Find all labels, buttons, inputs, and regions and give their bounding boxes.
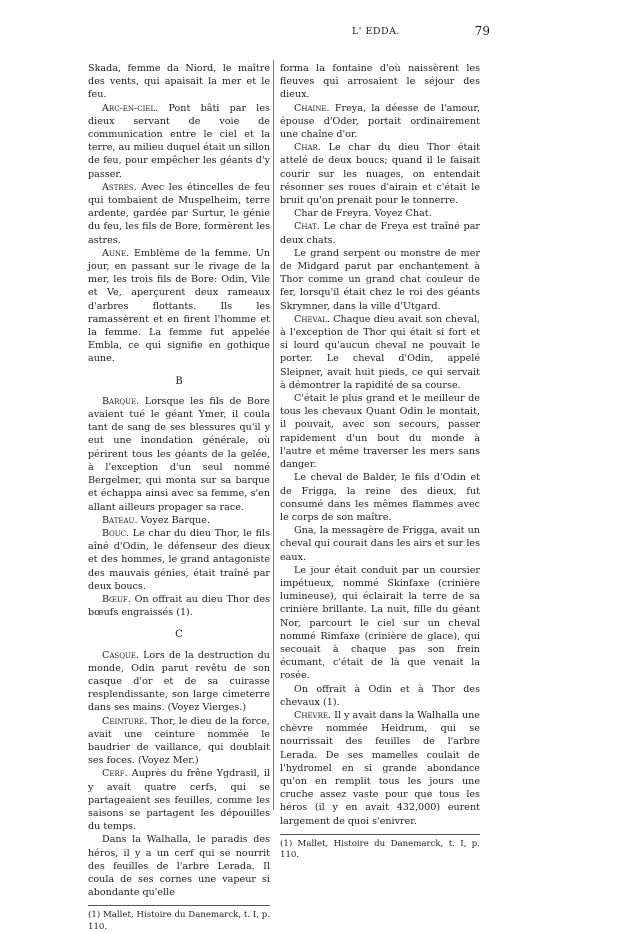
entry-text: Freya, la déesse de l'amour, épouse d'Oder, portait ordinairement une chaîne d'or. (280, 102, 480, 141)
entry-head: Arc-en-ciel. (102, 102, 159, 114)
entry-text: Lors de la destruction du monde, Odin parut revêtu de son casque d'or et de sa cuirasse resplendissante, son large cimeterre dans ses mains. (Voyez Vierges.) (88, 649, 270, 714)
entry-arc-en-ciel (88, 102, 270, 181)
entry-gna: Gna, la messagère de Frigga, avait un cheval qui courait dans les airs et sur les eaux. (280, 525, 480, 563)
entry-head: Aune. (102, 247, 130, 259)
entry-aune (88, 247, 270, 366)
entry-serpent: Le grand serpent ou monstre de mer de Midgard parut par enchantement à Thor comme un grand chat couleur de fer, lorsqu'il était chez le roi des géants Skrymner, dans la ville d'Utgard. (280, 247, 480, 312)
footnote-left: (1) Mallet, Histoire du Danemarck, t. I, p. 110. (88, 910, 270, 932)
entry-chevre (280, 709, 480, 828)
entry-head: Chaine. (294, 102, 330, 114)
entry-walhalla-cerf: Dans la Walhalla, le paradis des héros, il y a un cerf qui se nourrit des feuilles de l'arbre Lerada. Il coula de ses cornes une vapeur si abondante qu'elle (88, 834, 270, 899)
entry-balder: Le cheval de Balder, le fils d'Odin et de Frigga, la reine des dieux, fut consumé dans les mêmes flammes avec le corps de son maître. (280, 472, 480, 523)
entry-text: Auprès du frêne Ygdrasil, il y avait quatre cerfs, qui se partageaient ses feuilles, comme les saisons se partagent les dépouilles du temps. (88, 768, 270, 833)
entry-char (280, 141, 480, 207)
entry-text: Le char du dieu Thor était attelé de deux boucs; quand il le faisait courir sur les nuages, on entendait résonner ses roues d'airain et c'était le bruit qu'on prenait pour le tonnerre. (280, 142, 480, 207)
section-letter-c: C (175, 629, 183, 641)
entry-jour: Le jour était conduit par un coursier impétueux, nommé Skinfaxe (crinière lumineuse), qui éclairait la terre de sa crinière brillante. La nuit, fille du géant Nor, parcourt le ciel sur un cheval nommé Rimfaxe (crinière de glace), qui secouait à chaque pas son frein écumant, c'était de là que venait la rosée. (280, 564, 480, 682)
section-letter-b: B (175, 375, 183, 387)
entry-casque (88, 649, 270, 715)
footnote-rule (88, 905, 270, 906)
entry-bouc (88, 527, 270, 593)
entry-text: Emblème de la femme. Un jour, en passant sur le rivage de la mer, les trois fils de Bore: Odin, Vile et Ve, aperçurent deux rameaux d'arbres flottants. Ils les ramassèrent et en firent l'homme et la femme. La femme fut appelée Embla, ce qui signifie en gothique aune. (88, 247, 270, 365)
entry-cerf (88, 767, 270, 833)
entry-cheval (280, 313, 480, 392)
entry-bateau (88, 514, 270, 527)
entry-skada: Skada, femme da Niord, le maître des vents, qui apaisait la mer et le feu. (88, 63, 270, 101)
page-number: 79 (474, 24, 490, 38)
footnote-rule (280, 834, 480, 835)
entry-text: On offrait au dieu Thor des bœufs engraissés (1). (88, 593, 270, 619)
entry-head: Char. (294, 142, 321, 154)
entry-text: Avec les étincelles de feu qui tombaient de Muspelheim, terre ardente, gardée par Surtur, le génie du feu, les fils de Bore, formèrent les astres. (88, 181, 270, 246)
entry-head: Chat. (294, 221, 320, 233)
entry-head: Bouc. (102, 527, 130, 539)
entry-text: Il y avait dans la Walhalla une chèvre nommée Heidrum, qui se nourrissait des feuilles de l'arbre Lerada. De ses mamelles coulait de l'hydromel en si grande abondance qu'on en remplit tous les jours une cruche assez vaste pour que tous les héros (il y en avait 432,000) eurent largement de quoi s'enivrer. (280, 709, 480, 827)
entry-text: Le char du dieu Thor, le fils aîné d'Odin, le défenseur des dieux et des hommes, le grand antagoniste des mauvais génies, était traîné par deux boucs. (88, 527, 270, 592)
entry-boeuf (88, 593, 270, 619)
entry-head: Barque. (102, 395, 140, 407)
entry-head: Cerf. (102, 768, 128, 780)
entry-head: Cheval. (294, 313, 330, 325)
entry-head: Bœuf. (102, 593, 131, 605)
right-column (280, 62, 480, 862)
entry-text: Thor, le dieu de la force, avait une ceinture nommée le baudrier de vaillance, qui doublait ses foces. (Voyez Mer.) (88, 715, 270, 767)
footnote-right: (1) Mallet, Histoire du Danemarck, t. I, p. 110. (280, 838, 480, 861)
left-column (88, 62, 270, 933)
entry-text: Le char de Freya est traîné par deux chats. (280, 221, 480, 246)
entry-astres (88, 181, 270, 247)
entry-fontaine: forma la fontaine d'où naissèrent les fleuves qui arrosaient le séjour des dieux. (280, 63, 480, 101)
running-head: L' EDDA. (352, 26, 400, 37)
entry-text: Pont bâti par les dieux servant de voie de communication entre le ciel et la terre, au milieu duquel était un sillon de feu, pour empêcher les géants d'y passer. (88, 102, 270, 180)
entry-text: Voyez Barque. (140, 514, 211, 526)
column-divider (273, 60, 274, 810)
entry-head: Casque. (102, 649, 139, 661)
entry-char-freyra: Char de Freyra. Voyez Chat. (294, 208, 432, 220)
entry-text: Lorsque les fils de Bore avaient tué le géant Ymer, il coula tant de sang de ses blessures qu'il y eut une inondation générale, où périrent tous les géants de la gelée, à l'exception d'un seul nommé Bergelmer, qui monta sur sa barque et échappa ainsi avec sa femme, s'en allant ailleurs propager sa race. (88, 395, 270, 513)
entry-chat (280, 220, 480, 246)
entry-head: Ceinture. (102, 715, 148, 727)
entry-ceinture (88, 715, 270, 768)
entry-text: Chaque dieu avait son cheval, à l'exception de Thor qui était si fort et si lourd qu'aucun cheval ne pouvait le porter. Le cheval d'Odin, appelé Sleipner, avait huit pieds, ce qui servait à démontrer la rapidité de sa course. (280, 313, 480, 391)
entry-head: Astres. (102, 181, 137, 193)
entry-head: Chèvre. (294, 709, 332, 721)
entry-chaine (280, 102, 480, 142)
entry-barque (88, 395, 270, 514)
entry-head: Bateau. (102, 514, 138, 526)
entry-offrande-chevaux: On offrait à Odin et à Thor des chevaux (1). (280, 683, 480, 708)
page-header (88, 24, 490, 44)
entry-sleipner: C'était le plus grand et le meilleur de tous les chevaux Quant Odin le montait, il pouvait, avec son secours, passer rapidement d'un bout du monde à l'autre et même traverser les mers sans danger. (280, 393, 480, 471)
